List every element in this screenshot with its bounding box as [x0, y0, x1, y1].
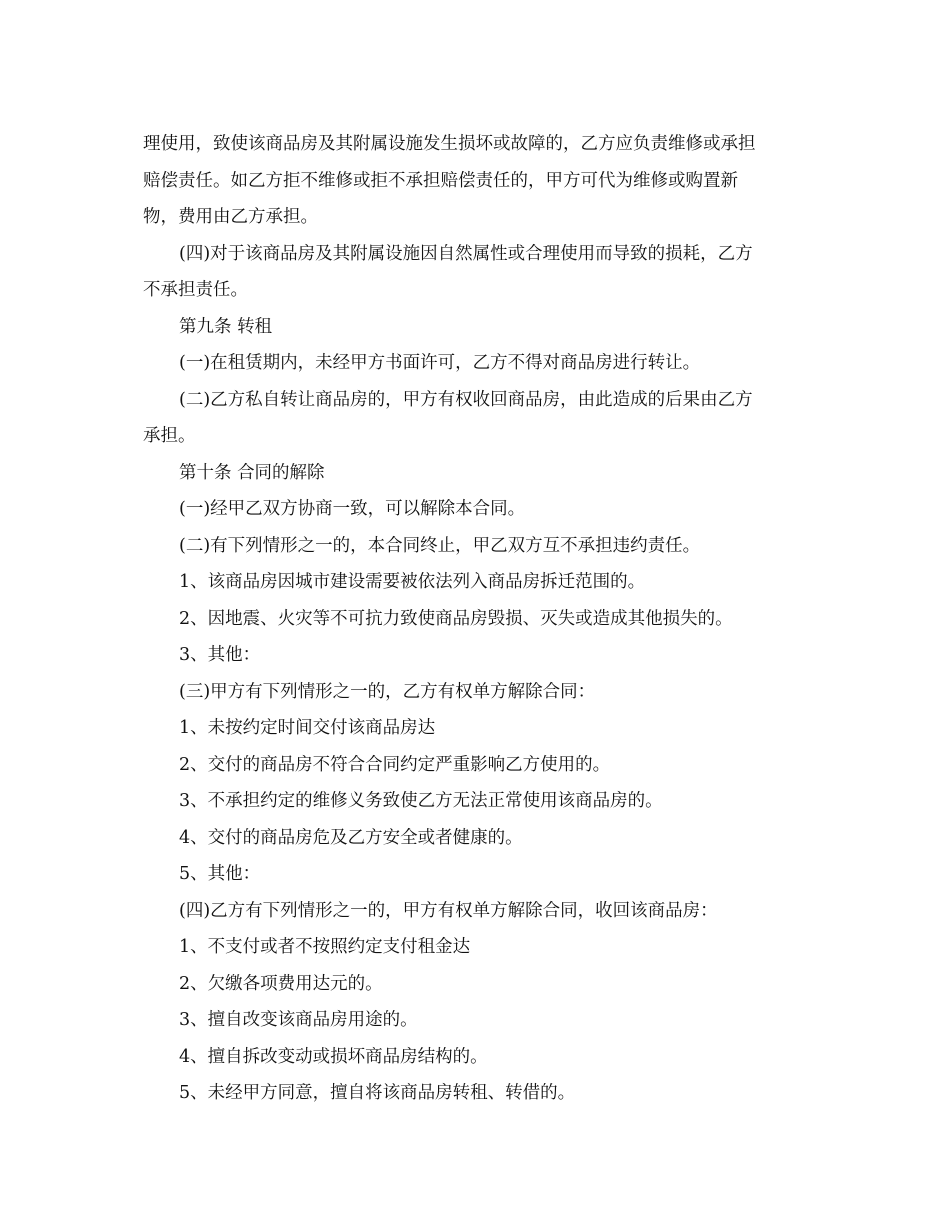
list-item: 3、不承担约定的维修义务致使乙方无法正常使用该商品房的。: [179, 791, 663, 811]
text-line: (一)在租赁期内，未经甲方书面许可，乙方不得对商品房进行转让。: [179, 353, 701, 373]
section-heading: 第十条 合同的解除: [179, 462, 325, 483]
list-item: 3、擅自改变该商品房用途的。: [179, 1010, 418, 1030]
text-line: (三)甲方有下列情形之一的，乙方有权单方解除合同：: [179, 681, 596, 702]
list-item: 1、未按约定时间交付该商品房达: [179, 718, 436, 738]
list-item: 5、未经甲方同意，擅自将该商品房转租、转借的。: [179, 1083, 576, 1103]
text-line: (二)乙方私自转让商品房的，甲方有权收回商品房，由此造成的后果由乙方: [179, 389, 753, 410]
list-item: 2、交付的商品房不符合合同约定严重影响乙方使用的。: [179, 754, 611, 775]
text-line: (一)经甲乙双方协商一致，可以解除本合同。: [179, 499, 526, 519]
list-item: 2、欠缴各项费用达元的。: [179, 973, 383, 994]
list-item: 5、其他：: [179, 864, 261, 884]
list-item: 2、因地震、火灾等不可抗力致使商品房毁损、灭失或造成其他损失的。: [179, 608, 733, 629]
text-line: 赔偿责任。如乙方拒不维修或拒不承担赔偿责任的，甲方可代为维修或购置新: [143, 170, 738, 191]
text-line: (四)乙方有下列情形之一的，甲方有权单方解除合同，收回该商品房：: [179, 900, 718, 921]
list-item: 1、该商品房因城市建设需要被依法列入商品房拆迁范围的。: [179, 572, 646, 592]
text-line: 物，费用由乙方承担。: [143, 207, 318, 227]
text-line: (四)对于该商品房及其附属设施因自然属性或合理使用而导致的损耗，乙方: [179, 243, 753, 264]
document-body: [143, 126, 813, 1112]
text-line: 理使用，致使该商品房及其附属设施发生损坏或故障的，乙方应负责维修或承担: [143, 134, 756, 154]
list-item: 4、交付的商品房危及乙方安全或者健康的。: [179, 827, 523, 848]
section-heading: 第九条 转租: [179, 316, 273, 337]
text-line: 承担。: [143, 426, 196, 446]
list-item: 1、不支付或者不按照约定支付租金达: [179, 937, 471, 957]
text-line: 不承担责任。: [143, 280, 248, 300]
list-item: 3、其他：: [179, 645, 261, 665]
text-line: (二)有下列情形之一的，本合同终止，甲乙双方互不承担违约责任。: [179, 535, 701, 556]
list-item: 4、擅自拆改变动或损坏商品房结构的。: [179, 1046, 488, 1067]
